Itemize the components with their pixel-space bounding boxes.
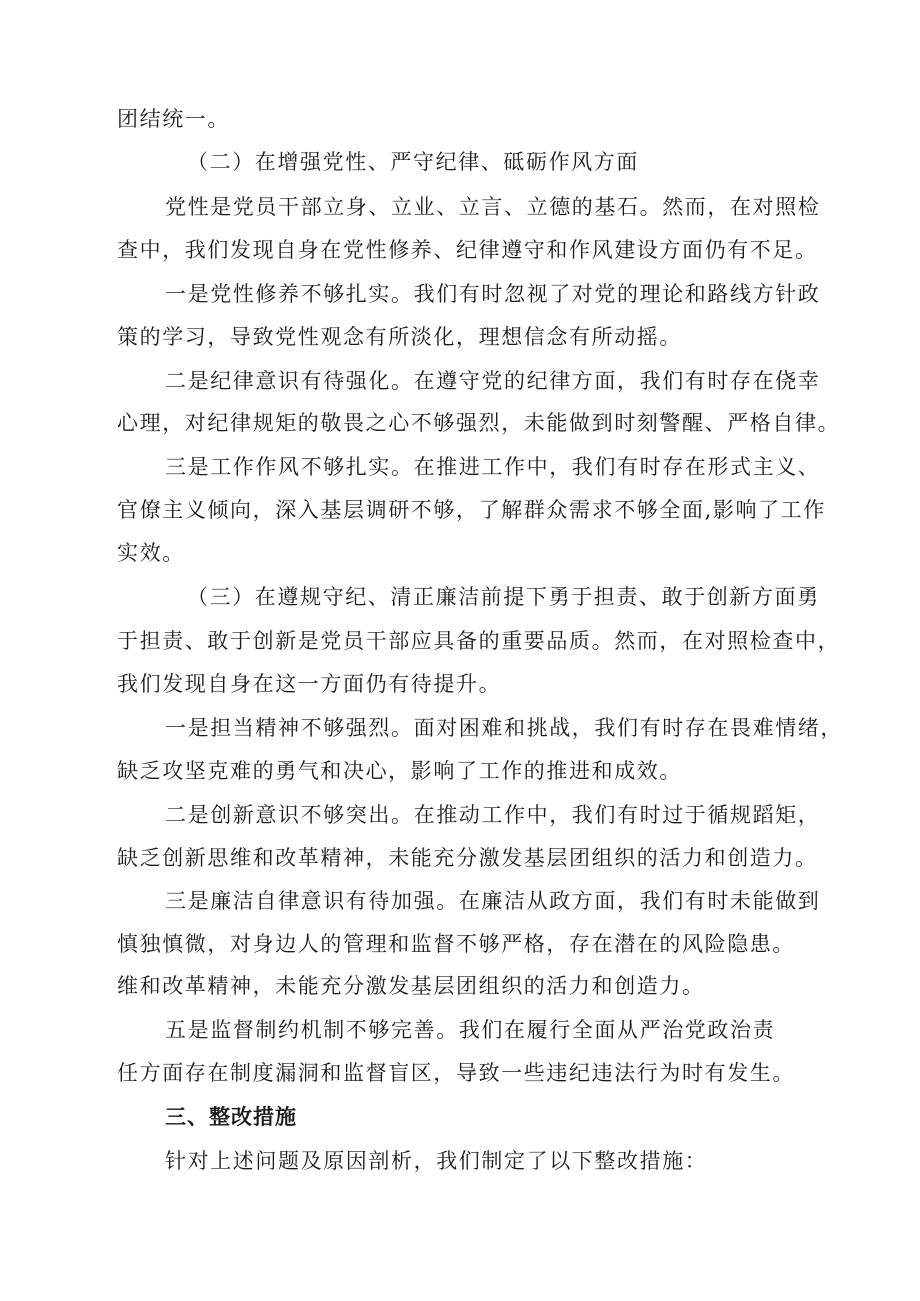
text-line: 团结统一。: [117, 107, 230, 131]
text-line: 查中，我们发现自身在党性修养、纪律遵守和作风建设方面仍有不足。: [117, 238, 818, 262]
text-line: 策的学习，导致党性观念有所淡化，理想信念有所动摇。: [117, 325, 682, 349]
text-line: 二是纪律意识有待强化。在遵守党的纪律方面，我们有时存在侥幸: [165, 369, 821, 393]
text-line: 一是担当精神不够强烈。面对困难和挑战，我们有时存在畏难情绪，: [165, 716, 843, 740]
text-line: 官僚主义倾向，深入基层调研不够，了解群众需求不够全面,影响了工作: [117, 498, 826, 522]
text-line: 二是创新意识不够突出。在推动工作中，我们有时过于循规蹈矩，: [165, 803, 821, 827]
text-line: 我们发现自身在这一方面仍有待提升。: [117, 672, 502, 696]
text-line: 缺乏创新思维和改革精神，未能充分激发基层团组织的活力和创造力。: [117, 846, 818, 870]
text-line: 实效。: [117, 541, 185, 565]
section-heading-3: （三）在遵规守纪、清正廉洁前提下勇于担责、敢于创新方面勇: [187, 585, 820, 609]
text-line: 五是监督制约机制不够完善。我们在履行全面从严治党政治责: [165, 1018, 776, 1042]
text-line: 心理，对纪律规矩的敬畏之心不够强烈，未能做到时刻警醒、严格自律。: [117, 411, 841, 435]
text-line: 党性是党员干部立身、立业、立言、立德的基石。然而，在对照检: [165, 195, 821, 219]
text-line: 慎独慎微，对身边人的管理和监督不够严格，存在潜在的风险隐患。: [117, 932, 795, 956]
text-line: 一是党性修养不够扎实。我们有时忽视了对党的理论和路线方针政: [165, 282, 821, 306]
section-heading-2: （二）在增强党性、严守纪律、砥砺作风方面: [187, 150, 639, 174]
text-line: 任方面存在制度漏洞和监督盲区，导致一些违纪违法行为时有发生。: [117, 1061, 795, 1085]
text-line: 于担责、敢于创新是党员干部应具备的重要品质。然而，在对照检查中，: [117, 629, 841, 653]
text-line: 三是工作作风不够扎实。在推进工作中，我们有时存在形式主义、: [165, 455, 821, 479]
chapter-heading: 三、整改措施: [165, 1105, 297, 1129]
text-line: 三是廉洁自律意识有待加强。在廉洁从政方面，我们有时未能做到: [165, 889, 821, 913]
text-line: 针对上述问题及原因剖析，我们制定了以下整改措施：: [165, 1149, 708, 1173]
text-line: 维和改革精神，未能充分激发基层团组织的活力和创造力。: [117, 974, 705, 998]
text-line: 缺乏攻坚克难的勇气和决心，影响了工作的推进和成效。: [117, 759, 682, 783]
